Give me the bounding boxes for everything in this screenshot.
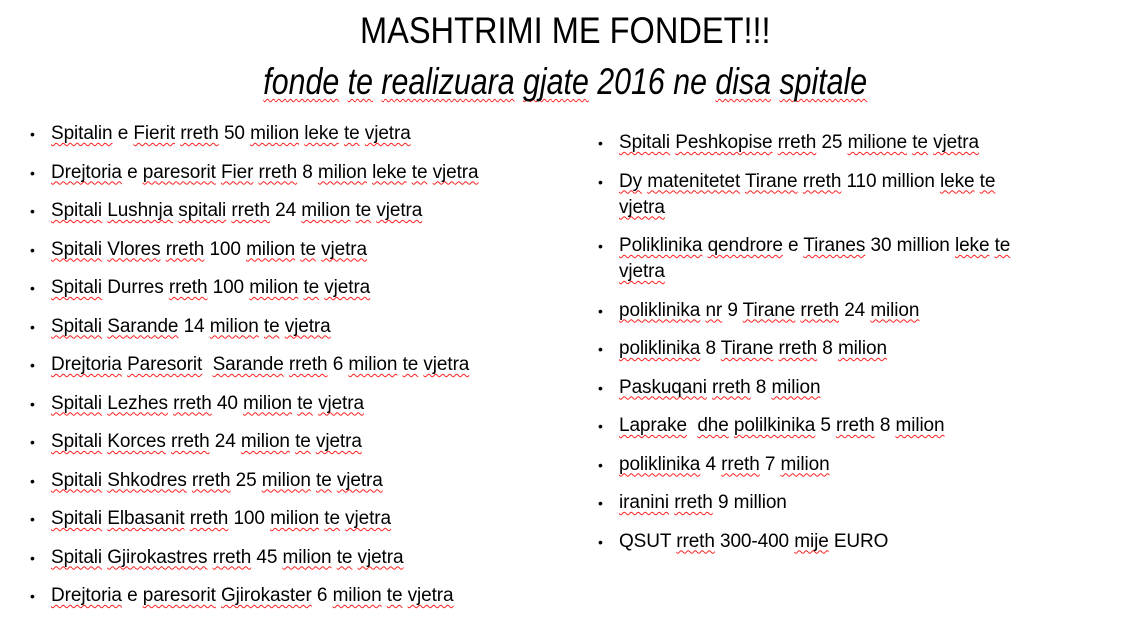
word: 6 [332, 354, 344, 375]
misspelled-word: te [994, 235, 1011, 256]
misspelled-word: Spitali [51, 431, 103, 452]
bullet-item [598, 169, 1116, 221]
misspelled-word: poliklinika [619, 338, 701, 359]
word: 9 [717, 492, 729, 513]
slide-title: MASHTRIMI ME FONDET!!! [360, 10, 771, 51]
misspelled-word: milion [780, 453, 830, 475]
bullet-icon: • [598, 456, 603, 473]
word: million [881, 170, 935, 192]
space [515, 61, 523, 102]
word: 45 [256, 546, 278, 568]
misspelled-word: gjate [523, 61, 590, 102]
misspelled-word: te [343, 123, 360, 144]
misspelled-word: rreth [165, 238, 205, 260]
misspelled-word: vjetra [321, 238, 367, 260]
bullet-text [51, 275, 370, 301]
misspelled-word: vjetra [336, 469, 383, 491]
misspelled-word: milion [332, 585, 382, 606]
bullet-item [30, 545, 592, 571]
misspelled-word: Spitali [619, 132, 671, 153]
misspelled-word: matenitetet [647, 170, 741, 192]
misspelled-word: Tiranes [803, 235, 866, 256]
bullet-item [30, 468, 592, 494]
misspelled-word: milion [301, 200, 351, 221]
misspelled-word: dhe [697, 415, 729, 436]
misspelled-word: rreth [288, 354, 328, 375]
misspelled-word: vjetra [619, 261, 665, 282]
misspelled-word: fonde [263, 61, 340, 102]
bullet-icon: • [30, 588, 35, 604]
misspelled-word: rreth [170, 431, 210, 452]
word: 100 [212, 277, 245, 298]
misspelled-word: te [324, 508, 340, 529]
misspelled-word: Dy [619, 170, 643, 192]
misspelled-word: mije [794, 530, 829, 552]
bullet-item [30, 583, 592, 609]
bullet-icon: • [30, 511, 35, 527]
misspelled-word: Peshkopise [675, 132, 773, 153]
bullet-item [30, 275, 592, 301]
bullet-text [619, 490, 787, 516]
misspelled-word: Fierit [133, 123, 175, 144]
misspelled-word: vjetra [376, 200, 423, 221]
bullet-text [619, 452, 830, 478]
bullet-icon: • [598, 302, 603, 319]
misspelled-word: leke [940, 170, 975, 192]
misspelled-word: vjetra [284, 315, 331, 337]
misspelled-word: milion [261, 469, 311, 491]
bullet-list-left [30, 121, 592, 622]
bullet-icon: • [30, 203, 35, 219]
misspelled-word: te [303, 277, 320, 298]
misspelled-word: poliklinika [619, 453, 701, 475]
misspelled-word: milion [317, 161, 367, 183]
word: 7 [764, 453, 776, 475]
misspelled-word: Lezhes [107, 392, 168, 414]
bullet-icon: • [598, 173, 603, 190]
bullet-text [51, 160, 479, 186]
bullet-text [51, 468, 383, 494]
word: 40 [216, 392, 238, 414]
misspelled-word: spitali [178, 200, 227, 221]
word: 25 [235, 469, 257, 491]
misspelled-word: Tirane [742, 299, 796, 321]
word: 8 [302, 161, 313, 183]
misspelled-word: te [297, 392, 313, 414]
misspelled-word: leke [304, 123, 339, 144]
misspelled-word: te [411, 161, 428, 183]
space [373, 61, 381, 102]
misspelled-word: rreth [173, 392, 212, 414]
bullet-item [30, 237, 592, 263]
misspelled-word: realizuara [381, 61, 515, 102]
misspelled-word: Spitali [51, 315, 103, 337]
misspelled-word: Shkodres [107, 469, 187, 491]
bullet-icon: • [30, 126, 35, 142]
misspelled-word: rreth [168, 277, 208, 298]
bullet-item [598, 529, 1116, 555]
bullet-text [51, 545, 403, 571]
word: 8 [822, 338, 833, 359]
bullet-item [598, 452, 1116, 478]
misspelled-word: vjetra [364, 123, 411, 144]
misspelled-word: te [300, 238, 316, 260]
word: 2016 [597, 61, 666, 102]
misspelled-word: Gjirokastres [107, 546, 208, 568]
bullet-text [51, 429, 362, 455]
bullet-item [598, 375, 1116, 401]
misspelled-word: vjetra [619, 196, 665, 218]
bullet-item [30, 506, 592, 532]
misspelled-word: rreth [802, 170, 842, 192]
misspelled-word: milion [240, 431, 290, 452]
misspelled-word: Spitalin [51, 123, 113, 144]
misspelled-word: vjetra [324, 277, 371, 298]
misspelled-word: te [979, 170, 996, 192]
bullet-text [619, 233, 1010, 285]
misspelled-word: rreth [258, 161, 298, 183]
misspelled-word: milione [847, 132, 908, 153]
misspelled-word: rreth [777, 132, 817, 153]
misspelled-word: Spitali [51, 277, 103, 298]
space [339, 61, 347, 102]
misspelled-word: milion [249, 277, 299, 298]
bullet-text [51, 391, 364, 417]
misspelled-word: milion [209, 315, 259, 337]
misspelled-word: Drejtoria [51, 161, 122, 183]
bullet-icon: • [30, 472, 35, 489]
misspelled-word: vjetra [315, 431, 362, 452]
misspelled-word: Spitali [51, 546, 103, 568]
misspelled-word: milion [870, 299, 920, 321]
misspelled-word: paresorit [142, 585, 216, 606]
misspelled-word: te [336, 546, 353, 568]
misspelled-word: vjetra [318, 392, 364, 414]
misspelled-word: rreth [180, 123, 219, 144]
misspelled-word: Spitali [51, 508, 103, 529]
word: EURO [833, 530, 889, 552]
bullet-list-right [598, 130, 1116, 567]
misspelled-word: vjetra [423, 354, 470, 375]
misspelled-word: rreth [212, 546, 252, 568]
word: e [117, 123, 129, 144]
misspelled-word: Korces [107, 431, 166, 452]
bullet-icon: • [30, 357, 35, 373]
slide-subtitle-area [0, 63, 1131, 102]
word: 6 [316, 585, 328, 606]
misspelled-word: paresorit [142, 161, 216, 183]
misspelled-word: milion [771, 376, 821, 398]
misspelled-word: te [347, 61, 374, 102]
bullet-icon: • [30, 241, 35, 258]
word: 4 [705, 453, 716, 475]
bullet-icon: • [598, 238, 603, 254]
misspelled-word: rreth [712, 376, 751, 398]
bullet-icon: • [30, 164, 35, 181]
bullet-text [51, 198, 422, 224]
misspelled-word: vjetra [345, 508, 391, 529]
bullet-icon: • [30, 318, 35, 335]
word: million [896, 235, 950, 256]
misspelled-word: milion [348, 354, 398, 375]
bullet-icon: • [598, 418, 603, 434]
word: Durres [107, 277, 164, 298]
word: 24 [844, 299, 866, 321]
misspelled-word: Tirane [744, 170, 798, 192]
bullet-text [619, 529, 888, 555]
misspelled-word: te [912, 132, 928, 153]
space [665, 61, 673, 102]
word: 300-400 [720, 530, 790, 552]
bullet-icon: • [30, 434, 35, 450]
misspelled-word: te [263, 315, 280, 337]
misspelled-word: milion [837, 338, 887, 359]
word: 110 [846, 170, 877, 192]
bullet-item [30, 160, 592, 186]
word: 14 [183, 315, 205, 337]
word: 8 [755, 376, 767, 398]
misspelled-word: Spitali [51, 200, 103, 221]
space [771, 61, 779, 102]
bullet-icon: • [598, 495, 603, 511]
misspelled-word: vjetra [407, 585, 454, 606]
bullet-text [51, 237, 367, 263]
misspelled-word: leke [954, 235, 990, 256]
bullet-item [598, 413, 1116, 439]
misspelled-word: te [355, 200, 372, 221]
misspelled-word: Gjirokaster [220, 585, 312, 606]
bullet-text [619, 375, 820, 401]
misspelled-word: rreth [191, 469, 231, 491]
word: QSUT [619, 530, 672, 552]
bullet-item [30, 429, 592, 455]
slide-subtitle [264, 63, 868, 102]
bullet-icon: • [598, 341, 603, 357]
misspelled-word: rreth [189, 508, 229, 529]
word: 25 [821, 132, 843, 153]
word: e [127, 585, 138, 606]
misspelled-word: rreth [836, 415, 875, 436]
word: 100 [209, 238, 241, 260]
bullet-item [30, 121, 592, 147]
misspelled-word: poliklinika [619, 299, 701, 321]
bullet-text [619, 336, 887, 362]
misspelled-word: nr [705, 299, 723, 321]
misspelled-word: vjetra [432, 161, 479, 183]
word: 8 [705, 338, 716, 359]
misspelled-word: Tirane [720, 338, 774, 359]
misspelled-word: te [295, 431, 311, 452]
space [687, 415, 697, 436]
misspelled-word: milion [895, 415, 945, 436]
bullet-text [619, 169, 995, 221]
misspelled-word: Spitali [51, 238, 103, 260]
bullet-icon: • [30, 395, 35, 412]
misspelled-word: rreth [721, 453, 760, 475]
misspelled-word: Fier [220, 161, 254, 183]
bullet-item [30, 391, 592, 417]
bullet-text [51, 314, 331, 340]
misspelled-word: milion [246, 238, 296, 260]
misspelled-word: rreth [231, 200, 270, 221]
bullet-item [30, 198, 592, 224]
bullet-item [598, 130, 1116, 156]
word: 100 [233, 508, 265, 529]
word: million [733, 492, 787, 513]
misspelled-word: te [316, 469, 332, 491]
misspelled-word: milion [282, 546, 332, 568]
misspelled-word: Drejtoria [51, 354, 122, 375]
misspelled-word: leke [372, 161, 407, 183]
misspelled-word: Paskuqani [619, 376, 707, 398]
word: 8 [879, 415, 891, 436]
bullet-icon: • [30, 549, 35, 566]
word: 24 [275, 200, 297, 221]
bullet-item [30, 314, 592, 340]
misspelled-word: rreth [800, 299, 839, 321]
misspelled-word: milion [243, 392, 293, 414]
bullet-icon: • [598, 533, 603, 550]
misspelled-word: spitale [779, 61, 868, 102]
misspelled-word: te [386, 585, 403, 606]
misspelled-word: vjetra [357, 546, 404, 568]
word: 24 [214, 431, 236, 452]
misspelled-word: disa [715, 61, 772, 102]
bullet-item [598, 233, 1116, 285]
misspelled-word: milion [270, 508, 320, 529]
misspelled-word: te [402, 354, 419, 375]
misspelled-word: Lushnja [107, 200, 174, 221]
word: 5 [820, 415, 831, 436]
misspelled-word: polilkinika [733, 415, 816, 436]
word: ne [673, 61, 708, 102]
bullet-icon: • [598, 379, 603, 396]
misspelled-word: rreth [676, 530, 715, 552]
bullet-text [51, 352, 469, 378]
misspelled-word: rreth [778, 338, 818, 359]
bullet-text [619, 413, 945, 439]
misspelled-word: Poliklinika [619, 235, 703, 256]
misspelled-word: Laprake [619, 415, 687, 436]
misspelled-word: Spitali [51, 469, 103, 491]
word: e [127, 161, 138, 183]
misspelled-word: Vlores [107, 238, 161, 260]
misspelled-word: Drejtoria [51, 585, 122, 606]
bullet-item [30, 352, 592, 378]
bullet-text [619, 298, 919, 324]
bullet-text [619, 130, 979, 156]
bullet-icon: • [30, 280, 35, 296]
misspelled-word: iranini [619, 492, 669, 513]
misspelled-word: Sarande [212, 354, 284, 375]
bullet-item [598, 298, 1116, 324]
misspelled-word: vjetra [933, 132, 979, 153]
misspelled-word: Spitali [51, 392, 103, 414]
word: 9 [727, 299, 738, 321]
word: e [788, 235, 799, 256]
bullet-text [51, 121, 411, 147]
bullet-icon: • [598, 135, 603, 151]
misspelled-word: Paresorit [127, 354, 203, 375]
slide-title-area [0, 12, 1131, 51]
misspelled-word: qendrore [707, 235, 783, 256]
misspelled-word: Elbasanit [107, 508, 185, 529]
word: 50 [223, 123, 245, 144]
bullet-text [51, 583, 454, 609]
bullet-item [598, 336, 1116, 362]
misspelled-word: Sarande [107, 315, 179, 337]
bullet-item [598, 490, 1116, 516]
misspelled-word: milion [250, 123, 300, 144]
misspelled-word: rreth [674, 492, 713, 513]
word: 30 [870, 235, 892, 256]
bullet-text [51, 506, 391, 532]
space [202, 354, 212, 375]
